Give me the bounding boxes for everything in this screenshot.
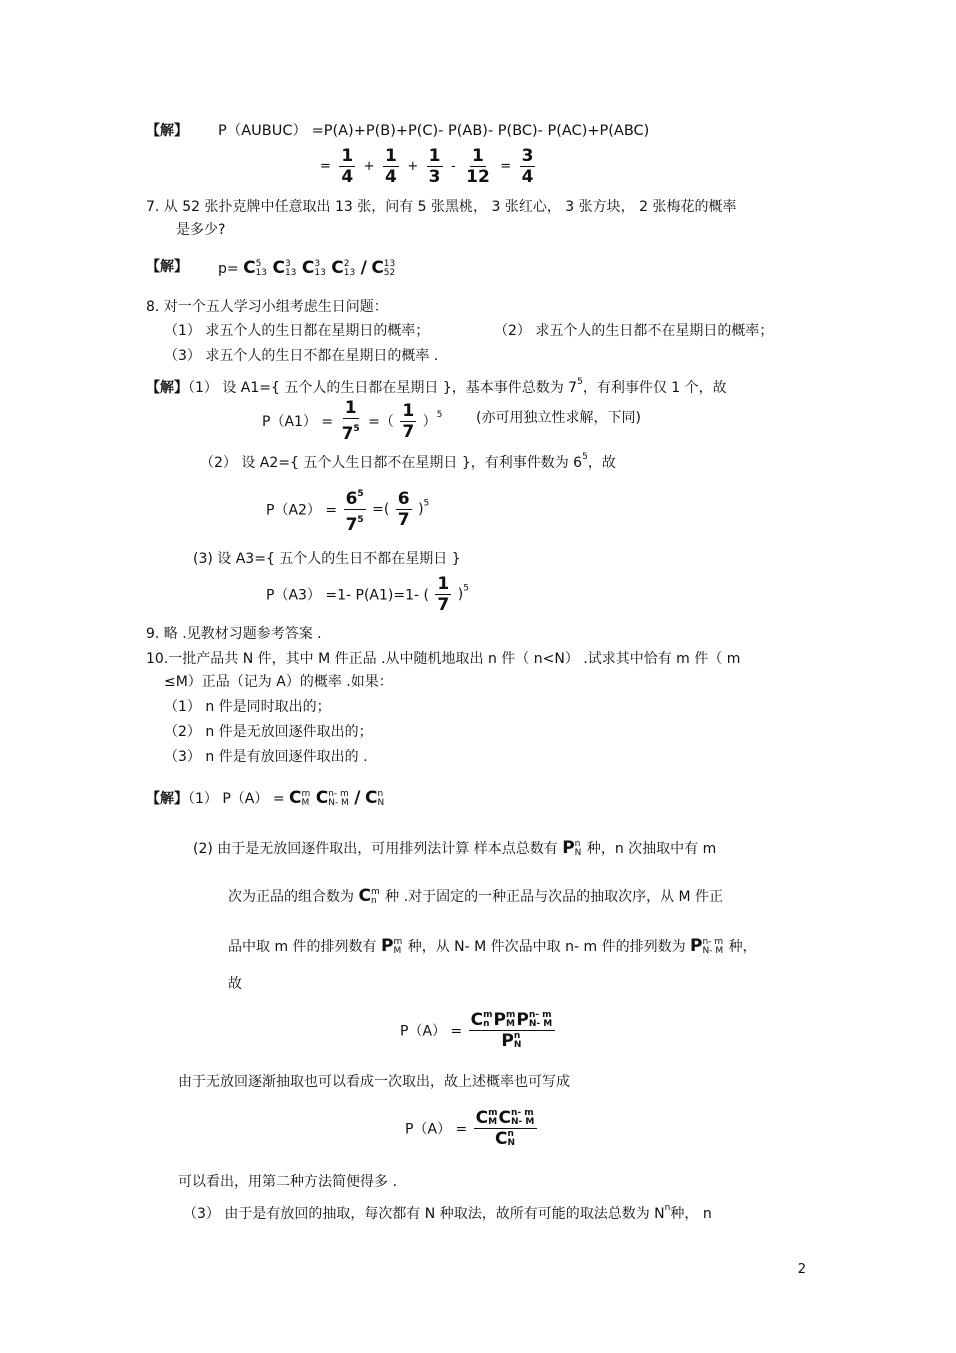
q7-text-line2: 是多少? <box>176 222 226 238</box>
q10-solution-2c: 品中取 m 件的排列数有 P m M 种，从 N- M 件次品中取 n- m 件的排列数为 P n- m N- M 种， <box>228 936 757 956</box>
fraction: $\frac{1}{4}$ <box>341 146 354 187</box>
q8-title: 8. 对一个五人学习小组考虑生日问题： <box>146 299 388 315</box>
page-number: 2 <box>797 1262 806 1277</box>
q8-solution-2: （2） 设 A2={ 五个人生日都不在星期日 }，有利事件数为 $6^5$，故 <box>200 452 616 471</box>
q10-formula-1: P（A） = C m n P m M P n- m N- M P n N <box>400 1010 557 1051</box>
q8-pa1: P（A1） = $\frac{1}{7^5}$ =（ $\frac{1}{7}$ ）$^5$ <box>262 398 443 444</box>
q10-item-2: （2） n 件是无放回逐件取出的； <box>164 724 373 740</box>
fraction: $\frac{1}{12}$ <box>466 146 490 187</box>
fraction: $\frac{3}{4}$ <box>521 146 534 187</box>
fraction: $\frac{1}{3}$ <box>428 146 441 187</box>
q10-item-1: （1） n 件是同时取出的； <box>164 699 331 715</box>
q10-line2: ≤M）正品（记为 A）的概率 .如果： <box>164 674 393 690</box>
q10-solution-1: 【解】（1） P（A） = C m M C n- m N- M / C n N <box>146 788 385 808</box>
q8-solution-3: (3) 设 A3={ 五个人的生日不都在星期日 } <box>193 551 461 567</box>
p6-fraction-sum: = $\frac{1}{4}$ + $\frac{1}{4}$ + $\frac{1}{3}$ - $\frac{1}{12}$ = $\frac{3}{4}$ <box>320 146 534 187</box>
q7-answer: p= C 5 13 C 3 13 C 3 13 C 2 13 / C 13 52 <box>218 258 396 278</box>
solution-label: 【解】 <box>146 259 188 275</box>
q10-solution-2a: (2) 由于是无放回逐件取出，可用排列法计算 样本点总数有 P n N 种，n 次抽取中有 m <box>193 838 717 858</box>
q8-item-2: （2） 求五个人的生日都不在星期日的概率； <box>494 323 774 339</box>
q10-solution-2d: 故 <box>228 976 242 992</box>
q8-item-3: （3） 求五个人的生日不都在星期日的概率 . <box>164 348 439 364</box>
q8-item-1: （1） 求五个人的生日都在星期日的概率； <box>164 323 430 339</box>
q10-line1: 10.一批产品共 N 件，其中 M 件正品 .从中随机地取出 n 件（ n<N） .试求其中恰有 m 件（ m <box>146 651 741 667</box>
p6-formula: P（AUBUC） =P(A)+P(B)+P(C)- P(AB)- P(BC)- P(AC)+P(ABC) <box>218 123 650 139</box>
q8-solution-1: 【解】（1） 设 A1={ 五个人的生日都在星期日 }，基本事件总数为 $7^5$，有利事件仅 1 个，故 <box>146 377 727 396</box>
q9-text: 9. 略 .见教材习题参考答案 . <box>146 626 322 642</box>
q8-pa3: P（A3） =1- P(A1)=1- ( $\frac{1}{7}$ )$^5$ <box>266 574 469 615</box>
q10-solution-2f: 可以看出，用第二种方法简便得多 . <box>178 1174 397 1190</box>
q7-text-line1: 7. 从 52 张扑克牌中任意取出 13 张，问有 5 张黑桃， 3 张红心， 3 张方块， 2 张梅花的概率 <box>146 199 737 215</box>
fraction: $\frac{1}{4}$ <box>385 146 397 187</box>
q10-solution-2b: 次为正品的组合数为 C m n 种 .对于固定的一种正品与次品的抽取次序，从 M 件正 <box>228 886 724 906</box>
q10-solution-3: （3） 由于是有放回的抽取，每次都有 N 种取法，故所有可能的取法总数为 $N^n$种， n <box>183 1203 712 1222</box>
q10-solution-2e: 由于无放回逐渐抽取也可以看成一次取出，故上述概率也可写成 <box>178 1074 570 1090</box>
q10-item-3: （3） n 件是有放回逐件取出的 . <box>164 749 368 765</box>
solution-label: 【解】 <box>146 123 188 139</box>
q10-formula-2: P（A） = C m M C n- m N- M C n N <box>405 1108 539 1149</box>
q8-pa2: P（A2） = $\frac{6^5}{7^5}$ =( $\frac{6}{7}$ )$^5$ <box>266 484 429 535</box>
q8-note: (亦可用独立性求解，下同) <box>476 410 641 426</box>
